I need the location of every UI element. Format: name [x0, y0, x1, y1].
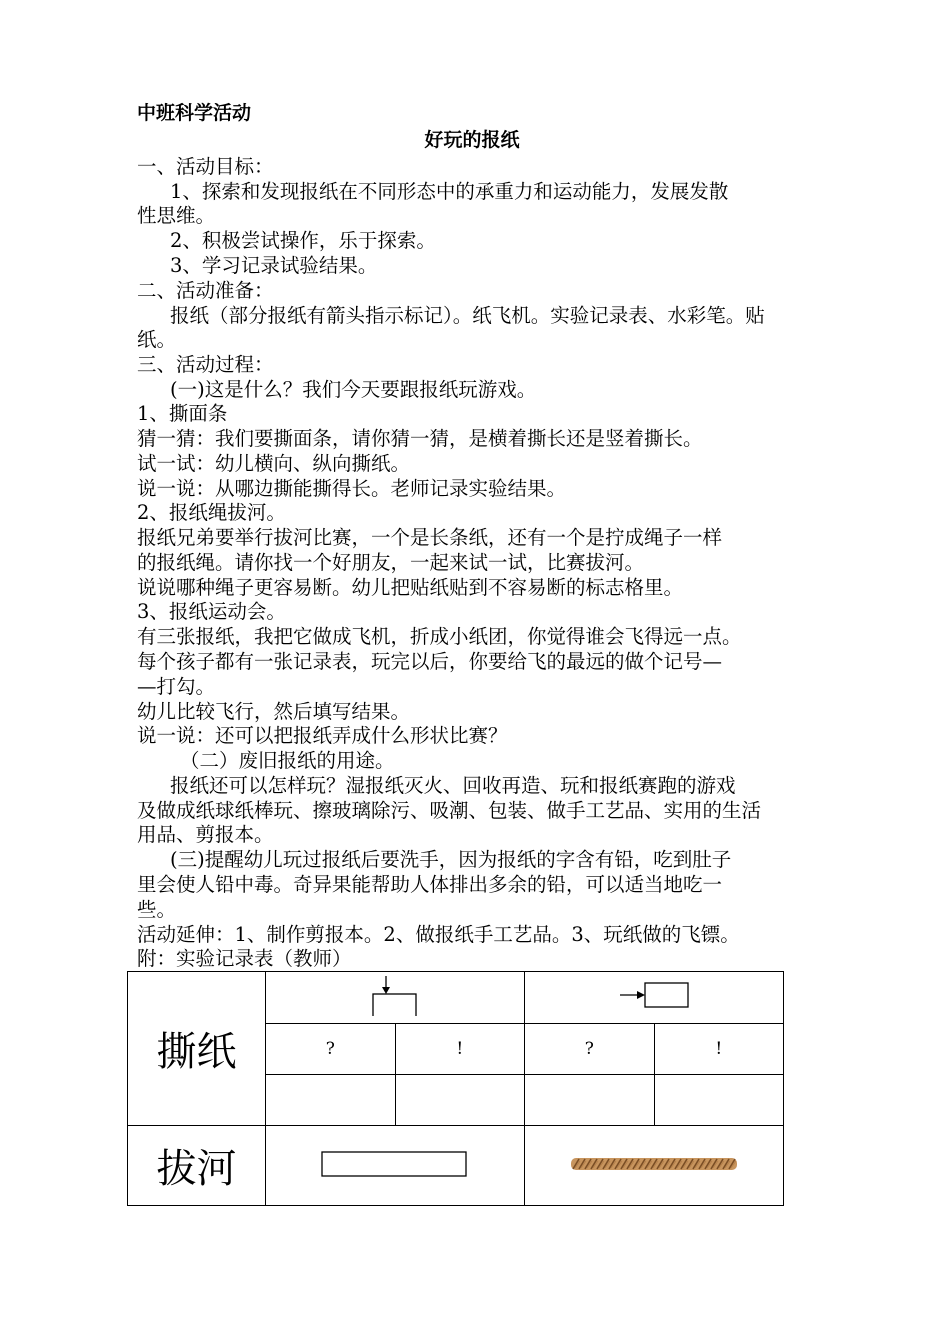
text-line: 3、学习记录试验结果。	[170, 254, 378, 277]
text-line: (三)提醒幼儿玩过报纸后要洗手，因为报纸的字含有铅，吃到肚子	[170, 848, 732, 871]
text-line: 说说哪种绳子更容易断。幼儿把贴纸贴到不容易断的标志格里。	[137, 576, 684, 599]
section-goals: 一、活动目标：	[137, 155, 274, 178]
text-line: 幼儿比较飞行，然后填写结果。	[137, 700, 411, 723]
paper-strip-cell	[266, 1126, 525, 1206]
rope-icon	[569, 1154, 739, 1174]
text-line: 2、报纸绳拔河。	[137, 501, 286, 524]
text-line: (一)这是什么？我们今天要跟报纸玩游戏。	[170, 378, 537, 401]
vertical-tear-header	[266, 972, 525, 1024]
text-line: 说一说：从哪边撕能撕得长。老师记录实验结果。	[137, 477, 567, 500]
text-line: 3、报纸运动会。	[137, 600, 286, 623]
text-line: 里会使人铅中毒。奇异果能帮助人体排出多余的铅，可以适当地吃一	[137, 873, 723, 896]
record-table	[127, 971, 784, 1206]
text-line: 猜一猜：我们要撕面条，请你猜一猜，是横着撕长还是竖着撕长。	[137, 427, 703, 450]
text-line: 的报纸绳。请你找一个好朋友，一起来试一试，比赛拔河。	[137, 551, 645, 574]
text-line: 附：实验记录表（教师）	[137, 947, 352, 970]
text-line: 说一说：还可以把报纸弄成什么形状比赛？	[137, 724, 508, 747]
text-line: （二）废旧报纸的用途。	[180, 749, 395, 772]
guess-cell: ?	[525, 1024, 655, 1075]
horizontal-tear-header	[525, 972, 784, 1024]
result-cell: !	[395, 1024, 525, 1075]
text-line: 报纸（部分报纸有箭头指示标记）。纸飞机。实验记录表、水彩笔。贴	[170, 304, 765, 327]
text-line: 报纸还可以怎样玩？湿报纸灭火、回收再造、玩和报纸赛跑的游戏	[170, 774, 736, 797]
result-cell: !	[654, 1024, 784, 1075]
row-label-tear: 撕纸	[128, 972, 266, 1126]
rope-cell	[525, 1126, 784, 1206]
empty-cell	[266, 1075, 396, 1126]
page-title: 好玩的报纸	[424, 129, 520, 151]
empty-cell	[525, 1075, 655, 1126]
section-preparation: 二、活动准备：	[137, 279, 274, 302]
paper-strip-icon	[320, 1149, 470, 1179]
text-line: 试一试：幼儿横向、纵向撕纸。	[137, 452, 411, 475]
text-line: 活动延伸：1、制作剪报本。2、做报纸手工艺品。3、玩纸做的飞镖。	[137, 923, 740, 946]
text-line: 性思维。	[137, 204, 216, 227]
text-line: 用品、剪报本。	[137, 823, 274, 846]
arrow-down-box-icon	[365, 976, 425, 1016]
text-line: 有三张报纸，我把它做成飞机，折成小纸团，你觉得谁会飞得远一点。	[137, 625, 742, 648]
empty-cell	[395, 1075, 525, 1126]
text-line: 1、撕面条	[137, 402, 228, 425]
text-line: 些。	[137, 898, 177, 921]
section-process: 三、活动过程：	[137, 353, 274, 376]
text-line: 纸。	[137, 328, 177, 351]
text-line: 每个孩子都有一张记录表，玩完以后，你要给飞的最远的做个记号—	[137, 650, 723, 673]
activity-heading: 中班科学活动	[137, 102, 252, 124]
arrow-right-box-icon	[614, 979, 694, 1013]
empty-cell	[654, 1075, 784, 1126]
row-label-tug: 拔河	[128, 1126, 266, 1206]
text-line: —打勾。	[137, 675, 216, 698]
text-line: 及做成纸球纸棒玩、擦玻璃除污、吸潮、包装、做手工艺品、实用的生活	[137, 799, 762, 822]
guess-cell: ?	[266, 1024, 396, 1075]
text-line: 报纸兄弟要举行拔河比赛，一个是长条纸，还有一个是拧成绳子一样	[137, 526, 723, 549]
text-line: 1、探索和发现报纸在不同形态中的承重力和运动能力，发展发散	[170, 180, 729, 203]
text-line: 2、积极尝试操作，乐于探索。	[170, 229, 436, 252]
